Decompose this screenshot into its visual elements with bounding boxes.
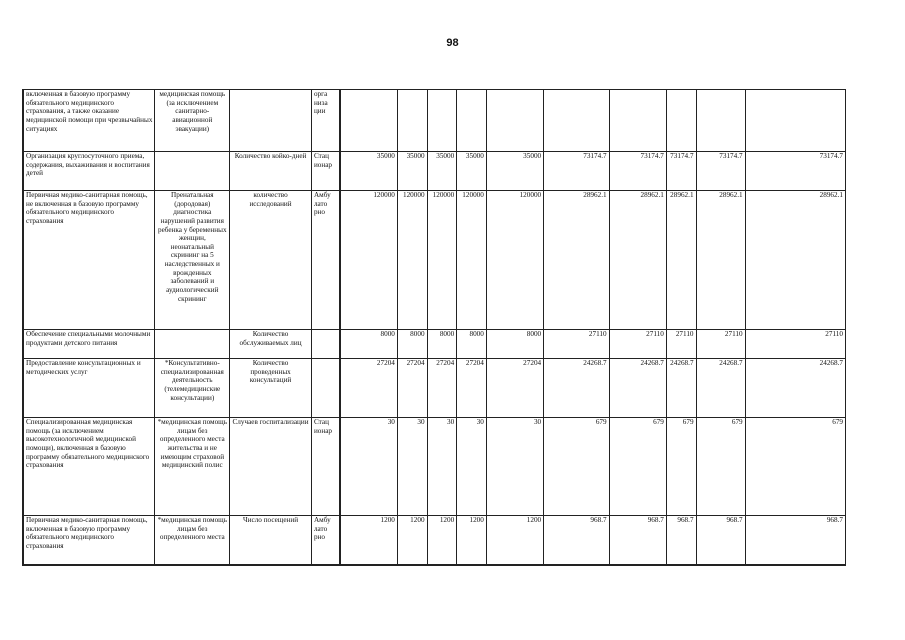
value-cell: 30: [457, 418, 487, 516]
table-row: [23, 516, 846, 565]
value-cell: 35000: [340, 152, 397, 191]
value-cell: 968.7: [666, 516, 696, 565]
value-cell: 679: [544, 418, 609, 516]
table-row: [23, 191, 846, 330]
value-cell: 679: [609, 418, 666, 516]
value-cell: 1200: [486, 516, 543, 565]
value-cell: 73174.7: [544, 152, 609, 191]
value-cell: 1200: [340, 516, 397, 565]
value-cell: 120000: [397, 191, 427, 330]
value-cell: 27204: [486, 359, 543, 418]
value-cell: 27204: [397, 359, 427, 418]
value-cell: [745, 90, 845, 152]
value-cell: 8000: [340, 330, 397, 359]
value-cell: 73174.7: [696, 152, 745, 191]
value-cell: 8000: [457, 330, 487, 359]
value-cell: 8000: [427, 330, 457, 359]
table-row: [23, 330, 846, 359]
cell-c1: Первичная медико-санитарная помощь, не включенная в базовую программу обязательного медицинского страхования: [23, 191, 155, 330]
value-cell: [609, 90, 666, 152]
value-cell: 120000: [340, 191, 397, 330]
cell-c1: включенная в базовую программу обязательного медицинского страхования, а также оказание медицинской помощи при чрезвычайных ситуациях: [23, 90, 155, 152]
value-cell: 28962.1: [666, 191, 696, 330]
cell-c2: *Консультативно-специализированная деятельность (телемедицинские консультации): [155, 359, 230, 418]
cell-c2: [155, 152, 230, 191]
cell-c4: Амбу лато рно: [311, 191, 340, 330]
value-cell: 35000: [486, 152, 543, 191]
value-cell: 30: [427, 418, 457, 516]
cell-c4: [311, 330, 340, 359]
value-cell: [340, 90, 397, 152]
value-cell: 28962.1: [544, 191, 609, 330]
value-cell: [544, 90, 609, 152]
table-row: [23, 418, 846, 516]
cell-c2: *медицинская помощь лицам без определенного места жительства и не имеющим страховой медицинский полис: [155, 418, 230, 516]
value-cell: 27110: [745, 330, 845, 359]
page-number: 98: [446, 37, 459, 49]
value-cell: 8000: [397, 330, 427, 359]
value-cell: 24268.7: [544, 359, 609, 418]
services-table: [22, 89, 846, 566]
cell-c3: [230, 90, 312, 152]
value-cell: 27110: [666, 330, 696, 359]
value-cell: [696, 90, 745, 152]
table-row: [23, 152, 846, 191]
cell-c2: [155, 330, 230, 359]
value-cell: 24268.7: [745, 359, 845, 418]
value-cell: 27110: [544, 330, 609, 359]
value-cell: [457, 90, 487, 152]
cell-c1: Предоставление консультационных и методических услуг: [23, 359, 155, 418]
value-cell: 679: [666, 418, 696, 516]
value-cell: 30: [340, 418, 397, 516]
value-cell: 35000: [427, 152, 457, 191]
value-cell: 27204: [427, 359, 457, 418]
cell-c3: Число посещений: [230, 516, 312, 565]
value-cell: 73174.7: [666, 152, 696, 191]
value-cell: 30: [486, 418, 543, 516]
value-cell: 1200: [427, 516, 457, 565]
cell-c3: Количество койко-дней: [230, 152, 312, 191]
table-row: [23, 359, 846, 418]
cell-c2: медицинская помощь (за исключением санитарно-авиационной эвакуации): [155, 90, 230, 152]
cell-c4: Стац ионар: [311, 418, 340, 516]
value-cell: 8000: [486, 330, 543, 359]
cell-c3: количество исследований: [230, 191, 312, 330]
cell-c2: Пренатальная (дородовая) диагностика нарушений развития ребенка у беременных женщин, неонатальный скрининг на 5 наследственных и врожденных заболеваний и аудиологический скрининг: [155, 191, 230, 330]
value-cell: 679: [696, 418, 745, 516]
value-cell: [486, 90, 543, 152]
value-cell: 28962.1: [745, 191, 845, 330]
value-cell: [397, 90, 427, 152]
cell-c1: Обеспечение специальными молочными продуктами детского питания: [23, 330, 155, 359]
value-cell: 968.7: [544, 516, 609, 565]
cell-c1: Организация круглосуточного приема, содержания, выхаживания и воспитания детей: [23, 152, 155, 191]
value-cell: 73174.7: [609, 152, 666, 191]
value-cell: 1200: [397, 516, 427, 565]
value-cell: 679: [745, 418, 845, 516]
cell-c1: Первичная медико-санитарная помощь, включенная в базовую программу обязательного медицинского страхования: [23, 516, 155, 565]
value-cell: 27110: [609, 330, 666, 359]
cell-c4: орга низа ции: [311, 90, 340, 152]
cell-c3: Количество обслуживаемых лиц: [230, 330, 312, 359]
cell-c2: *медицинская помощь лицам без определенного места: [155, 516, 230, 565]
value-cell: 968.7: [696, 516, 745, 565]
value-cell: 35000: [397, 152, 427, 191]
value-cell: 30: [397, 418, 427, 516]
value-cell: 120000: [427, 191, 457, 330]
value-cell: 27204: [340, 359, 397, 418]
value-cell: 968.7: [745, 516, 845, 565]
value-cell: 968.7: [609, 516, 666, 565]
value-cell: 120000: [457, 191, 487, 330]
cell-c4: Амбу лато рно: [311, 516, 340, 565]
value-cell: 24268.7: [696, 359, 745, 418]
value-cell: 73174.7: [745, 152, 845, 191]
cell-c4: Стац ионар: [311, 152, 340, 191]
value-cell: 120000: [486, 191, 543, 330]
cell-c1: Специализированная медицинская помощь (за исключением высокотехнологичной медицинской помощи), включенная в базовую программу обязательного медицинского страхования: [23, 418, 155, 516]
cell-c4: [311, 359, 340, 418]
value-cell: [666, 90, 696, 152]
table-row: [23, 90, 846, 152]
value-cell: 28962.1: [609, 191, 666, 330]
cell-c3: Случаев госпитализации: [230, 418, 312, 516]
value-cell: 28962.1: [696, 191, 745, 330]
cell-c3: Количество проведенных консультаций: [230, 359, 312, 418]
value-cell: 24268.7: [666, 359, 696, 418]
value-cell: [427, 90, 457, 152]
value-cell: 1200: [457, 516, 487, 565]
value-cell: 27204: [457, 359, 487, 418]
value-cell: 27110: [696, 330, 745, 359]
value-cell: 35000: [457, 152, 487, 191]
value-cell: 24268.7: [609, 359, 666, 418]
